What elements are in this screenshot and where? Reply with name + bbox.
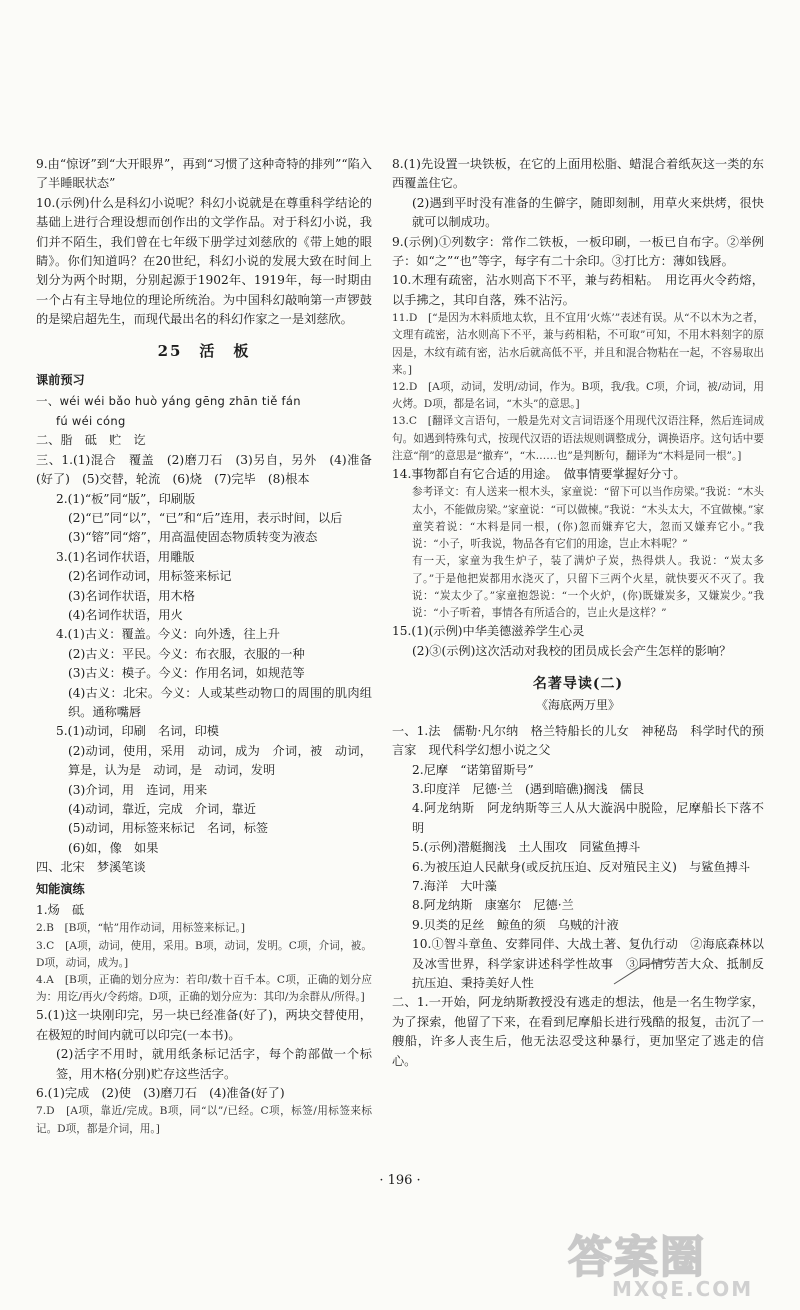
answer-line: (2)“已”同“以”，“已”和“后”连用，表示时间，以后 [68, 510, 343, 525]
pinyin-line: fú wéi cóng [56, 413, 126, 428]
practice-line: 4.A [B项，正确的划分应为：若印/数十百千本。C项，正确的划分应为：用讫/再火/令药熔。D项，正确的划分应为：其印/为余群从/所得。] [36, 974, 372, 1004]
answer-9: 9.由“惊讶”到“大开眼界”，再到“习惯了这种奇特的排列”“陷入了半睡眠状态” [36, 157, 372, 191]
answer-10: 10.(示例)什么是科幻小说呢？科幻小说就是在尊重科学结论的基础上进行合理设想而创作出的文学作品。对于科幻小说，我们并不陌生，我们曾在七年级下册学过刘慈欣的《带上她的眼睛》。你们知道吗？在20世纪，科幻小说的发展大致在时间上划分为两个时期，分别起源于1902年、1919年，每一时期由一个占有主导地位的理论所统治。为中国科幻敲响第一声锣鼓的是梁启超先生，而现代最出名的科幻作家之一是刘慈欣。 [36, 195, 372, 327]
right-column [392, 155, 764, 1071]
practice-line: 6.(1)完成 (2)使 (3)磨刀石 (4)准备(好了) [36, 1086, 285, 1101]
guide-line: 一、1.法 儒勒·凡尔纳 格兰特船长的儿女 神秘岛 科学时代的预言家 现代科学幻想小说之父 [392, 723, 764, 758]
page-number: · 196 · [379, 1173, 421, 1188]
answer-line: 三、1.(1)混合 覆盖 (2)磨刀石 (3)另自，另外 (4)准备(好了) (5)交替，轮流 (6)烧 (7)完毕 (8)根本 [36, 452, 372, 487]
preview-section-title: 课前预习 [36, 373, 85, 388]
guide-title: 名著导读(二) [532, 675, 624, 692]
right-item: 12.D [A项，动词，发明/动词，作为。B项，我/我。C项，介词，被/动词，用火烤。D项，都是名词，“木头”的意思。] [392, 381, 764, 411]
answer-line: (6)如，像 如果 [68, 840, 159, 855]
right-item: 13.C [翻译文言语句，一般是先对文言词语逐个用现代汉语注释，然后连词成句。如遇到特殊句式，按现代汉语的语法规则调整成分，调换语序。这句话中要注意“削”的意思是“撤弃”，“木……也”是判断句，翻译为“木料是同一根”。] [392, 415, 764, 462]
answer-line: 4.(1)古义：覆盖。今义：向外透，往上升 [56, 627, 280, 642]
guide-line: 2.尼摩 “诺第留斯号” [412, 762, 534, 777]
answer-line: (3)介词，用 连词，用来 [68, 782, 208, 797]
right-item: 10.木理有疏密，沾水则高下不平，兼与药相粘。 用讫再火令药熔，以手拂之，其印自落，殊不沾污。 [392, 273, 764, 307]
practice-line: 2.B [B项，“帖”用作动词，用标签来标记。] [36, 922, 245, 935]
guide-line: 7.海洋 大叶藻 [412, 878, 497, 893]
guide-list [392, 722, 764, 1071]
practice-line: (2)活字不用时，就用纸条标记活字，每个韵部做一个标签，用木格(分别)贮存这些活字。 [56, 1047, 372, 1081]
guide-line: 3.印度洋 尼德·兰 (遇到暗礁)搁浅 儒艮 [412, 781, 645, 796]
answer-line: (3)“镕”同“熔”，用高温使固态物质转变为液态 [68, 530, 318, 545]
practice-line: 7.D [A项，靠近/完成。B项，同“以”/已经。C项，标签/用标签来标记。D项，都是介词，用。] [36, 1105, 372, 1135]
answer-line: (3)名词作状语，用木格 [68, 588, 195, 603]
preview-answer-4: 四、北宋 梦溪笔谈 [36, 860, 146, 875]
right-item: 9.(示例)①列数字：常作二铁板，一板印刷，一板已自布字。②举例子：如“之”“也”等字，每字有二十余印。③打比方：薄如钱唇。 [392, 234, 764, 269]
preview-answer-3-list [36, 451, 372, 859]
answer-line: (4)名词作状语，用火 [68, 607, 183, 622]
guide-line: 4.阿龙纳斯 阿龙纳斯等三人从大漩涡中脱险，尼摩船长下落不明 [412, 801, 764, 835]
answer-line: (2)名词作动词，用标签来标记 [68, 569, 232, 584]
answer-line: (2)古义：平民。今义：布衣服，衣服的一种 [68, 646, 305, 661]
answer-line: 2.(1)“板”同“版”，印刷版 [56, 491, 196, 506]
right-item: (2)③(示例)这次活动对我校的团员成长会产生怎样的影响？ [412, 643, 732, 658]
watermark-text: 答案圈 [568, 1232, 706, 1283]
guide-line: 5.(示例)潜艇搁浅 土人围攻 同鲨鱼搏斗 [412, 840, 641, 855]
preview-answer-2: 二、脂 砥 贮 讫 [36, 433, 146, 448]
right-item: 11.D [“是因为木料质地太软，且不宜用‘火炼’”表述有误。从“不以木为之者，文理有疏密，沾水则高下不平，兼与药相粘，不可取”可知，不用木料刻字的原因是，木纹有疏有密，沾水后就高低不平，并且和混合物粘在一起，不容易取出来。] [392, 312, 764, 376]
right-item: 8.(1)先设置一块铁板，在它的上面用松脂、蜡混合着纸灰这一类的东西覆盖住它。 [392, 157, 764, 191]
pinyin-line: 一、wéi wéi bǎo huò yáng gēng zhān tiě fán [36, 394, 301, 409]
guide-line: 6.为被压迫人民献身(或反抗压迫、反对殖民主义) 与鲨鱼搏斗 [412, 859, 751, 874]
lesson-title: 25 活 板 [157, 341, 251, 360]
right-item: 15.(1)(示例)中华美德滋养学生心灵 [392, 624, 585, 639]
guide-line: 二、1.一开始，阿龙纳斯教授没有逃走的想法，他是一名生物学家，为了探索，他留了下来，在看到尼摩船长进行残酷的报复，击沉了一艘船，许多人丧生后，他无法忍受这种暴行，更加坚定了逃走的信心。 [392, 995, 764, 1068]
guide-line: 9.贝类的足丝 鲸鱼的须 乌贼的汁液 [412, 917, 619, 932]
practice-list [36, 901, 372, 1138]
answer-line: (5)动词，用标签来标记 名词，标签 [68, 821, 269, 836]
practice-section-title: 知能演练 [36, 881, 85, 896]
answer-line: 3.(1)名词作状语，用雕版 [56, 549, 195, 564]
guide-line: 8.阿龙纳斯 康塞尔 尼德·兰 [412, 898, 574, 913]
watermark-logo [560, 1228, 790, 1300]
answer-line: (4)古义：北宋。今义：人或某些动物口的周围的肌肉组织。通称嘴唇 [68, 685, 372, 719]
practice-line: 1.炀 砥 [36, 903, 85, 918]
guide-line: 10.①智斗章鱼、安葬同伴、大战土著、复仇行动 ②海底森林以及冰雪世界，科学家讲述科学性故事 ③同情劳苦大众、抵制反抗压迫、秉持美好人性 [412, 937, 764, 991]
right-item: 参考译文：有人送来一根木头，家童说：“留下可以当作房梁。”我说：“木头太小，不能做房梁。”家童说：“可以做楝。”我说：“木头太大，不宜做楝。”家童笑着说：“木料是同一根，(你)忽而嫌弃它大，忽而又嫌弃它小。”我说：“小子，听我说，物品各有它们的用途，岂止木料呢？” [412, 486, 764, 551]
watermark-url: MXQE.COM [612, 1277, 754, 1300]
answer-line: (4)动词，靠近，完成 介词，靠近 [68, 802, 256, 816]
guide-subtitle: 《海底两万里》 [535, 698, 620, 713]
right-item: 有一天，家童为我生炉子，装了满炉子炭，热得烘人。我说：“炭太多了。”于是他把炭都用水浇灭了，只留下三两个火星，就快要灭不灭了。我说：“炭太少了。”家童抱怨说：“一个火炉，(你)既嫌炭多，又嫌炭少。”我说：“小子听着，事情各有所适合的，岂止火是这样？” [412, 555, 764, 619]
practice-line: 3.C [A项，动词，使用，采用。B项，动词，发明。C项，介词，被。D项，动词，成为。] [36, 939, 372, 969]
practice-line: 5.(1)这一块刚印完，另一块已经准备(好了)，两块交替使用，在极短的时间内就可以印完(一本书)。 [36, 1008, 372, 1042]
right-item: 14.事物都自有它合适的用途。 做事情要掌握好分寸。 [392, 467, 686, 482]
answer-line: (3)古义：模子。今义：作用名词，如规范等 [68, 666, 305, 681]
pen-scribble-mark [612, 958, 672, 988]
right-item: (2)遇到平时没有准备的生僻字，随即刻制，用草火来烘烤，很快就可以制成功。 [412, 195, 764, 230]
left-column [36, 155, 372, 1138]
answer-line: 5.(1)动词，印刷 名词，印模 [56, 724, 219, 739]
answer-line: (2)动词，使用，采用 动词，成为 介词，被 动词，算是，认为是 动词，是 动词，发明 [68, 743, 372, 778]
